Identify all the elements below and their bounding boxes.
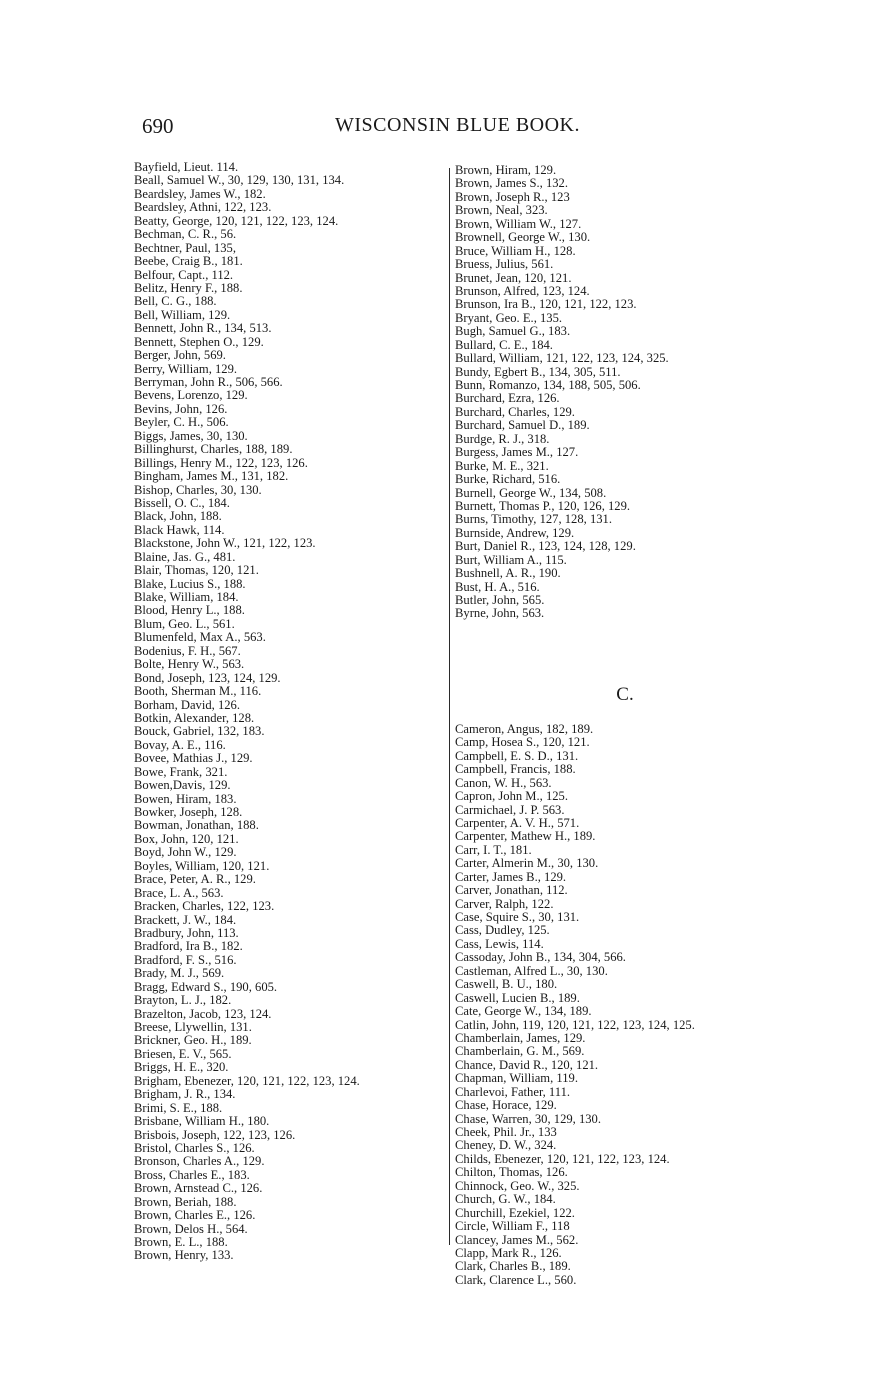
index-entry: Case, Squire S., 30, 131.	[455, 910, 580, 924]
index-entry: Bowe, Frank, 321.	[134, 764, 228, 779]
index-entry: Brickner, Geo. H., 189.	[134, 1033, 252, 1048]
index-entry: Burke, M. E., 321.	[455, 458, 549, 473]
index-entry: Burnside, Andrew, 129.	[455, 525, 575, 540]
index-entry: Burt, Daniel R., 123, 124, 128, 129.	[455, 539, 636, 554]
index-entry: Church, G. W., 184.	[455, 1192, 556, 1207]
index-entry: Brady, M. J., 569.	[134, 966, 225, 981]
index-entry: Bronson, Charles A., 129.	[134, 1154, 265, 1169]
index-entry: Brown, Delos H., 564.	[134, 1221, 248, 1236]
index-entry: Bullard, William, 121, 122, 123, 124, 325.	[455, 351, 669, 366]
index-entry: Butler, John, 565.	[455, 593, 545, 607]
index-entry: Brown, James S., 132.	[455, 176, 568, 191]
index-entry: Brace, Peter, A. R., 129.	[134, 872, 256, 887]
index-entry: Beyler, C. H., 506.	[134, 415, 229, 430]
index-entry: Briesen, E. V., 565.	[134, 1046, 232, 1061]
index-entry: Bullard, C. E., 184.	[455, 337, 553, 352]
index-entry: Brayton, L. J., 182.	[134, 993, 232, 1008]
index-entry: Caswell, Lucien B., 189.	[455, 990, 580, 1005]
index-entry: Bruce, William H., 128.	[455, 243, 576, 258]
index-entry: Bovay, A. E., 116.	[134, 737, 226, 752]
index-entry: Beardsley, Athni, 122, 123.	[134, 200, 272, 215]
index-entry: Chance, David R., 120, 121.	[455, 1057, 599, 1072]
index-entry: Bouck, Gabriel, 132, 183.	[134, 724, 265, 739]
index-entry: Bevens, Lorenzo, 129.	[134, 388, 248, 403]
index-entry: Black, John, 188.	[134, 509, 222, 524]
index-entry: Chase, Horace, 129.	[455, 1098, 557, 1113]
index-entry: Burdge, R. J., 318.	[455, 431, 550, 446]
index-entry: Bowman, Jonathan, 188.	[134, 818, 259, 833]
index-entry: Bundy, Egbert B., 134, 305, 511.	[455, 364, 621, 379]
index-entry: Camp, Hosea S., 120, 121.	[455, 735, 590, 750]
index-entry: Blake, William, 184.	[134, 590, 239, 604]
index-entry: Bushnell, A. R., 190.	[455, 566, 561, 581]
index-entry: Boyd, John W., 129.	[134, 845, 237, 860]
index-entry: Brunson, Ira B., 120, 121, 122, 123.	[455, 297, 637, 312]
index-entry: Childs, Ebenezer, 120, 121, 122, 123, 124.	[455, 1151, 670, 1166]
index-entry: Clark, Charles B., 189.	[455, 1259, 571, 1274]
index-entry: Bowen, Hiram, 183.	[134, 791, 237, 806]
index-entry: Caswell, B. U., 180.	[455, 977, 558, 992]
index-entry: Castleman, Alfred L., 30, 130.	[455, 963, 608, 978]
index-entry: Biggs, James, 30, 130.	[134, 428, 248, 443]
index-entry: Bryant, Geo. E., 135.	[455, 310, 563, 325]
index-entry: Brown, William W., 127.	[455, 216, 582, 231]
index-entry: Briggs, H. E., 320.	[134, 1060, 229, 1075]
index-entry: Bennett, Stephen O., 129.	[134, 334, 264, 349]
index-entry: Booth, Sherman M., 116.	[134, 684, 262, 699]
index-entry: Blum, Geo. L., 561.	[134, 616, 235, 631]
column-divider	[449, 168, 450, 1245]
index-entry: Brimi, S. E., 188.	[134, 1100, 223, 1115]
index-entry: Bristol, Charles S., 126.	[134, 1140, 255, 1155]
index-entry: Blumenfeld, Max A., 563.	[134, 630, 266, 645]
index-entry: Brown, Beriah, 188.	[134, 1194, 237, 1209]
index-entry: Campbell, Francis, 188.	[455, 762, 576, 777]
index-entry: Brown, Neal, 323.	[455, 203, 548, 218]
index-entry: Bugh, Samuel G., 183.	[455, 324, 571, 339]
index-entry: Box, John, 120, 121.	[134, 831, 239, 846]
index-entry: Bond, Joseph, 123, 124, 129.	[134, 670, 281, 685]
index-entry: Bechman, C. R., 56.	[134, 227, 237, 242]
index-entry: Burnell, George W., 134, 508.	[455, 485, 607, 500]
index-entry: Carmichael, J. P. 563.	[455, 802, 565, 817]
index-entry: Bodenius, F. H., 567.	[134, 643, 241, 658]
index-entry: Cheney, D. W., 324.	[455, 1138, 557, 1153]
index-entry: Burchard, Charles, 129.	[455, 404, 575, 419]
index-entry: Catlin, John, 119, 120, 121, 122, 123, 124, 125.	[455, 1017, 695, 1032]
index-entry: Burgess, James M., 127.	[455, 445, 579, 460]
index-entry: Chamberlain, James, 129.	[455, 1030, 586, 1045]
index-entry: Blackstone, John W., 121, 122, 123.	[134, 536, 316, 551]
index-entry: Brown, E. L., 188.	[134, 1235, 228, 1249]
index-entry: Cass, Dudley, 125.	[455, 923, 550, 938]
index-entry: Bissell, O. C., 184.	[134, 495, 230, 510]
index-entry: Bayfield, Lieut. 114.	[134, 160, 239, 174]
index-entry: Berry, William, 129.	[134, 361, 238, 376]
index-entry: Breese, Llywellin, 131.	[134, 1020, 252, 1034]
index-entry: Burt, William A., 115.	[455, 552, 567, 567]
index-entry: Bradford, Ira B., 182.	[134, 939, 243, 954]
index-entry: Bunn, Romanzo, 134, 188, 505, 506.	[455, 378, 641, 392]
index-entry: Brisbois, Joseph, 122, 123, 126.	[134, 1127, 296, 1142]
index-entry: Carpenter, Mathew H., 189.	[455, 829, 596, 844]
index-entry: Bruess, Julius, 561.	[455, 257, 554, 272]
index-entry: Burke, Richard, 516.	[455, 472, 561, 487]
index-entry: Capron, John M., 125.	[455, 789, 568, 804]
index-entry: Carter, James B., 129.	[455, 869, 567, 884]
index-entry: Brown, Arnstead C., 126.	[134, 1181, 263, 1196]
index-entry: Belitz, Henry F., 188.	[134, 280, 243, 295]
index-section-c	[455, 723, 775, 1287]
index-entry: Brace, L. A., 563.	[134, 885, 224, 900]
index-column-right	[455, 164, 775, 1287]
index-entry: Blaine, Jas. G., 481.	[134, 549, 236, 564]
index-entry: Clapp, Mark R., 126.	[455, 1245, 562, 1260]
index-entry: Cass, Lewis, 114.	[455, 936, 544, 951]
index-entry: Blake, Lucius S., 188.	[134, 576, 246, 591]
index-entry: Clancey, James M., 562.	[455, 1232, 579, 1247]
index-entry: Burchard, Ezra, 126.	[455, 391, 560, 406]
index-entry: Charlevoi, Father, 111.	[455, 1084, 571, 1099]
index-entry: Brigham, J. R., 134.	[134, 1087, 236, 1102]
running-title: WISCONSIN BLUE BOOK.	[335, 114, 580, 136]
index-entry: Billinghurst, Charles, 188, 189.	[134, 442, 293, 457]
index-entry: Berryman, John R., 506, 566.	[134, 375, 283, 389]
index-entry: Bovee, Mathias J., 129.	[134, 751, 253, 766]
index-entry: Brigham, Ebenezer, 120, 121, 122, 123, 124.	[134, 1073, 360, 1088]
index-entry: Bross, Charles E., 183.	[134, 1167, 250, 1182]
index-entry: Carver, Ralph, 122.	[455, 896, 554, 911]
index-entry: Brunson, Alfred, 123, 124.	[455, 283, 590, 298]
index-entry: Brown, Henry, 133.	[134, 1248, 234, 1263]
index-entry: Blood, Henry L., 188.	[134, 603, 245, 618]
index-entry: Beall, Samuel W., 30, 129, 130, 131, 134.	[134, 173, 345, 188]
index-entry: Bell, William, 129.	[134, 307, 231, 322]
index-entry: Bust, H. A., 516.	[455, 579, 540, 594]
index-entry: Churchill, Ezekiel, 122.	[455, 1205, 575, 1220]
index-entry: Bell, C. G., 188.	[134, 294, 217, 309]
index-entry: Borham, David, 126.	[134, 697, 240, 712]
index-section-b	[455, 164, 775, 621]
index-entry: Bowker, Joseph, 128.	[134, 805, 243, 819]
index-entry: Bechtner, Paul, 135,	[134, 240, 236, 255]
index-entry: Cameron, Angus, 182, 189.	[455, 721, 594, 736]
index-entry: Brown, Hiram, 129.	[455, 163, 557, 177]
index-entry: Burns, Timothy, 127, 128, 131.	[455, 512, 612, 527]
index-entry: Beatty, George, 120, 121, 122, 123, 124.	[134, 213, 339, 228]
index-entry: Chilton, Thomas, 126.	[455, 1165, 568, 1180]
index-entry: Brisbane, William H., 180.	[134, 1114, 270, 1129]
index-entry: Clark, Clarence L., 560.	[455, 1272, 577, 1287]
index-entry: Black Hawk, 114.	[134, 522, 225, 537]
index-entry: Canon, W. H., 563.	[455, 775, 552, 790]
index-entry: Bingham, James M., 131, 182.	[134, 469, 289, 484]
index-entry: Bolte, Henry W., 563.	[134, 657, 245, 672]
index-entry: Boyles, William, 120, 121.	[134, 858, 270, 873]
index-entry: Carpenter, A. V. H., 571.	[455, 815, 580, 830]
index-entry: Beardsley, James W., 182.	[134, 186, 266, 201]
index-entry: Carr, I. T., 181.	[455, 842, 532, 857]
index-entry: Bracken, Charles, 122, 123.	[134, 899, 275, 914]
index-entry: Campbell, E. S. D., 131.	[455, 748, 579, 763]
index-entry: Circle, William F., 118	[455, 1219, 570, 1234]
index-entry: Byrne, John, 563.	[455, 606, 545, 621]
index-entry: Berger, John, 569.	[134, 348, 226, 363]
page-number: 690	[142, 114, 174, 138]
index-entry: Bowen,Davis, 129.	[134, 778, 231, 793]
index-entry: Carver, Jonathan, 112.	[455, 883, 568, 898]
index-column-left	[134, 161, 444, 1263]
index-entry: Cassoday, John B., 134, 304, 566.	[455, 950, 626, 965]
index-entry: Chamberlain, G. M., 569.	[455, 1044, 585, 1059]
index-entry: Botkin, Alexander, 128.	[134, 710, 255, 725]
index-entry: Brownell, George W., 130.	[455, 230, 591, 245]
index-entry: Billings, Henry M., 122, 123, 126.	[134, 455, 308, 470]
index-entry: Bishop, Charles, 30, 130.	[134, 482, 262, 497]
index-entry: Brown, Joseph R., 123	[455, 189, 570, 204]
index-entry: Brown, Charles E., 126.	[134, 1208, 256, 1223]
index-entry: Cate, George W., 134, 189.	[455, 1004, 592, 1019]
index-entry: Chinnock, Geo. W., 325.	[455, 1178, 580, 1193]
index-entry: Bevins, John, 126.	[134, 401, 228, 416]
index-entry: Chapman, William, 119.	[455, 1071, 578, 1086]
index-entry: Burchard, Samuel D., 189.	[455, 418, 590, 433]
index-entry: Cheek, Phil. Jr., 133	[455, 1125, 557, 1139]
index-entry: Bradbury, John, 113.	[134, 925, 239, 940]
index-entry: Brackett, J. W., 184.	[134, 912, 237, 927]
index-entry: Blair, Thomas, 120, 121.	[134, 563, 259, 578]
index-entry: Brunet, Jean, 120, 121.	[455, 270, 572, 285]
index-entry: Bennett, John R., 134, 513.	[134, 321, 272, 336]
index-entry: Brazelton, Jacob, 123, 124.	[134, 1006, 272, 1021]
index-entry: Burnett, Thomas P., 120, 126, 129.	[455, 498, 631, 513]
index-entry: Bradford, F. S., 516.	[134, 952, 237, 967]
page-header	[0, 114, 869, 138]
index-entry: Beebe, Craig B., 181.	[134, 254, 243, 269]
index-entry: Bragg, Edward S., 190, 605.	[134, 979, 278, 994]
index-entry: Chase, Warren, 30, 129, 130.	[455, 1111, 602, 1126]
section-spacer	[455, 621, 775, 681]
section-letter: C.	[616, 683, 634, 705]
index-entry: Belfour, Capt., 112.	[134, 267, 234, 282]
section-spacer	[455, 709, 775, 723]
index-entry: Carter, Almerin M., 30, 130.	[455, 856, 599, 871]
